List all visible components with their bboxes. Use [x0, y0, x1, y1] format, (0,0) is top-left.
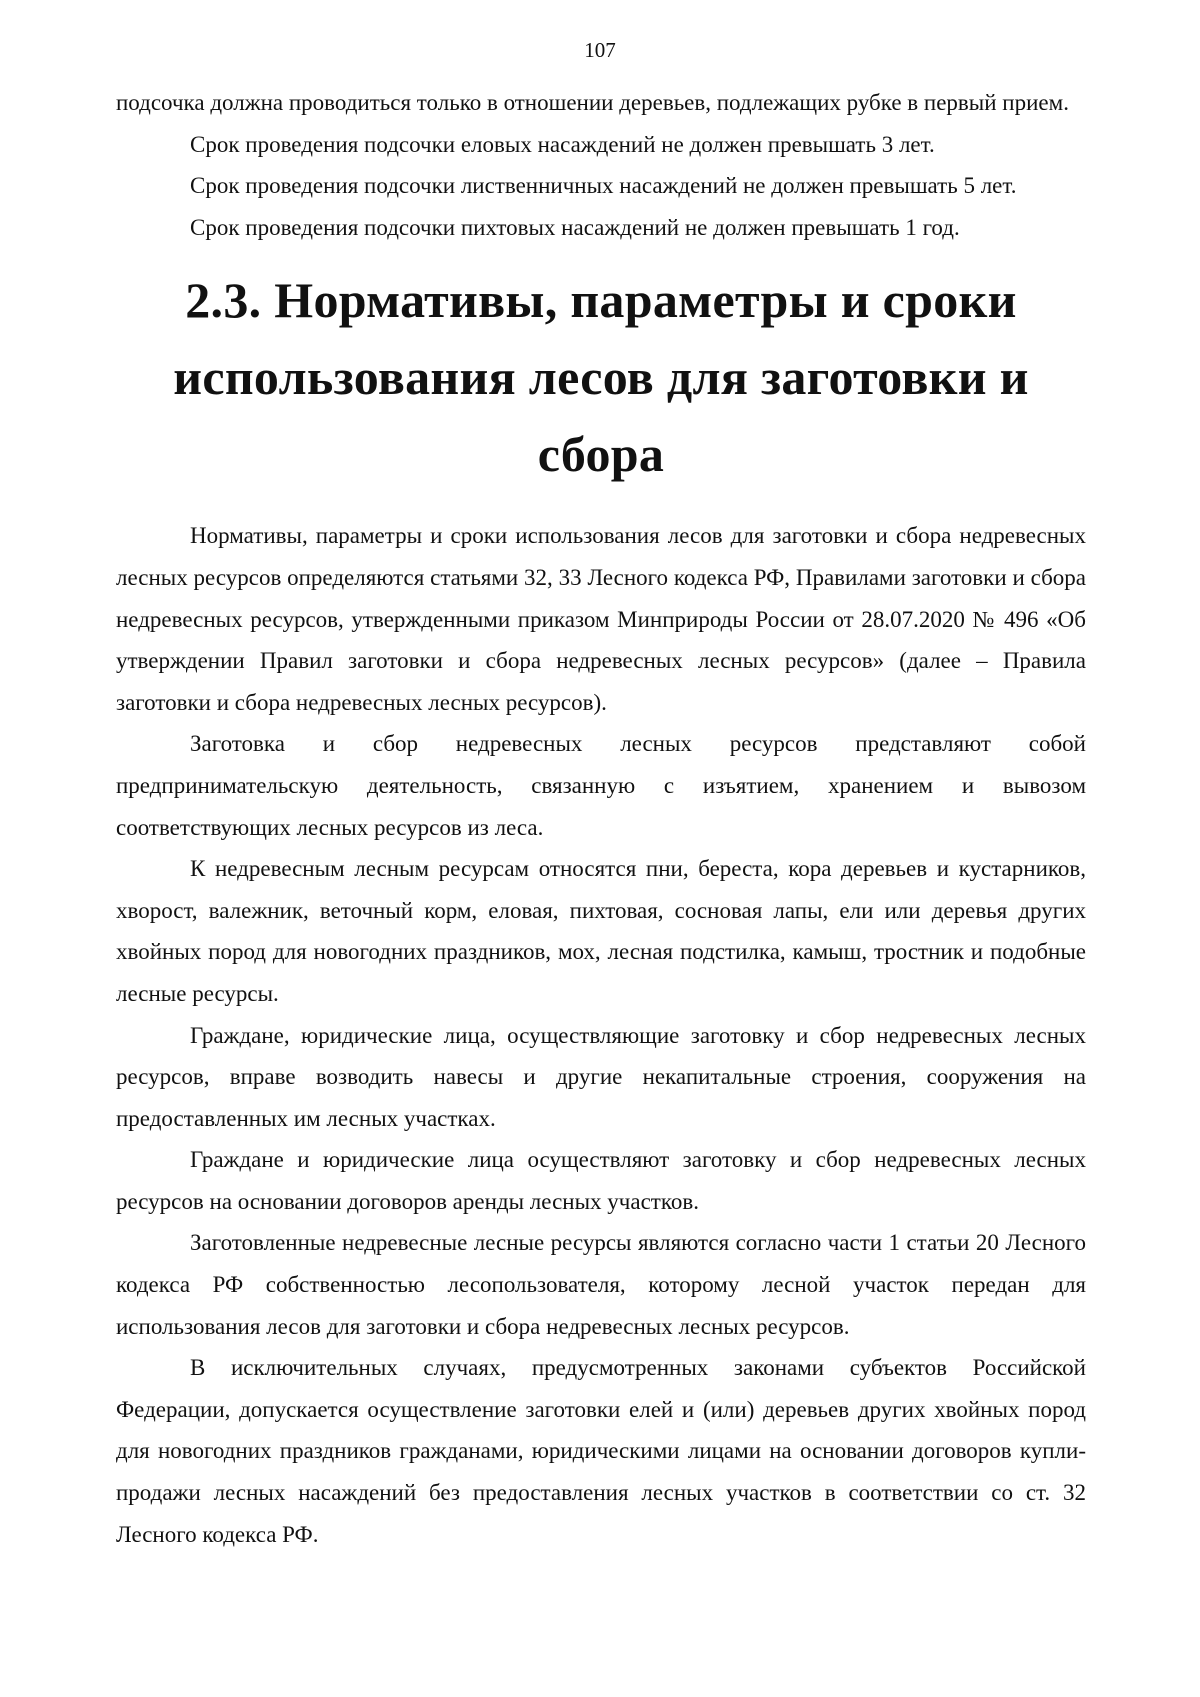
paragraph-nonwood-resources-list: К недревесным лесным ресурсам относятся пни, береста, кора деревьев и кустарников, хворост, валежник, веточный корм, еловая, пихтовая, сосновая лапы, ели или деревья других хвойных пород для новогодних праздников, мох, лесная подстилка, камыш, тростник и подобные лесные ресурсы. — [116, 856, 1086, 1006]
page-body — [116, 82, 1086, 1555]
paragraph-spruce-term: Срок проведения подсочки еловых насаждений не должен превышать 3 лет. — [190, 131, 935, 157]
page-number: 107 — [584, 38, 616, 62]
section-heading-line-1: 2.3. Нормативы, параметры и сроки — [185, 272, 1017, 329]
section-heading-line-2: использования лесов для заготовки и сбора — [173, 349, 1029, 483]
paragraph-continuation: подсочка должна проводиться только в отношении деревьев, подлежащих рубке в первый прием. — [116, 90, 1069, 115]
paragraph-larch-term: Срок проведения подсочки лиственничных насаждений не должен превышать 5 лет. — [190, 173, 1017, 199]
paragraph-construction-rights: Граждане, юридические лица, осуществляющие заготовку и сбор недревесных лесных ресурсов, вправе возводить навесы и другие некапитальные строения, сооружения на предоставленных им лесных участках. — [116, 1022, 1086, 1131]
paragraph-norms-definition: Нормативы, параметры и сроки использования лесов для заготовки и сбора недревесных лесных ресурсов определяются статьями 32, 33 Лесного кодекса РФ, Правилами заготовки и сбора недревесных ресурсов, утвержденными приказом Минприроды России от 28.07.2020 № 496 «Об утверждении Правил заготовки и сбора недревесных лесных ресурсов» (далее – Правила заготовки и сбора недревесных лесных ресурсов). — [116, 523, 1086, 715]
paragraph-lease-basis: Граждане и юридические лица осуществляют заготовку и сбор недревесных лесных ресурсов на основании договоров аренды лесных участков. — [116, 1147, 1086, 1214]
paragraph-ownership: Заготовленные недревесные лесные ресурсы являются согласно части 1 статьи 20 Лесного кодекса РФ собственностью лесопользователя, которому лесной участок передан для использования лесов для заготовки и сбора недревесных лесных ресурсов. — [116, 1230, 1086, 1339]
paragraph-exceptional-cases: В исключительных случаях, предусмотренных законами субъектов Российской Федерации, допускается осуществление заготовки елей и (или) деревьев других хвойных пород для новогодних праздников гражданами, юридическими лицами на основании договоров купли-продажи лесных насаждений без предоставления лесных участков в соответствии со ст. 32 Лесного кодекса РФ. — [116, 1355, 1086, 1547]
section-heading — [116, 248, 1086, 515]
paragraph-harvesting-activity: Заготовка и сбор недревесных лесных ресурсов представляют собой предпринимательскую деятельность, связанную с изъятием, хранением и вывозом соответствующих лесных ресурсов из леса. — [116, 731, 1086, 840]
paragraph-fir-term: Срок проведения подсочки пихтовых насаждений не должен превышать 1 год. — [190, 214, 960, 240]
